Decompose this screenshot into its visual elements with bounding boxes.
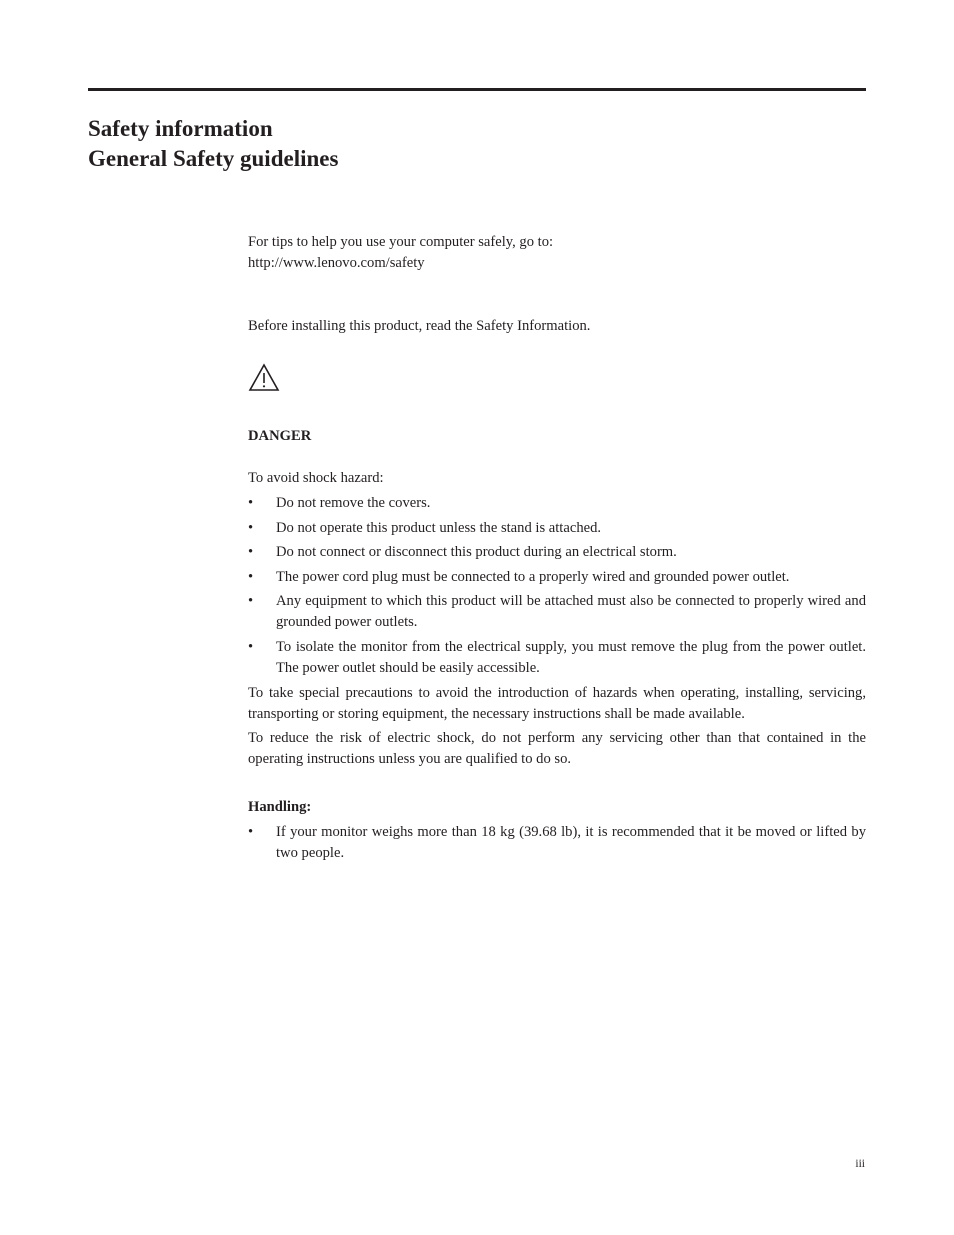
precautions-paragraph: To take special precautions to avoid the introduction of hazards when operating, installing, servicing, transporting or storing equipment, the necessary instructions shall be made available. xyxy=(248,684,866,722)
list-item-text: The power cord plug must be connected to a properly wired and grounded power outlet. xyxy=(276,568,790,585)
bullet-glyph: • xyxy=(248,593,254,610)
list-item xyxy=(248,493,866,514)
reduce-risk-paragraph: To reduce the risk of electric shock, do not perform any servicing other than that contained in the operating instructions unless you are qualified to do so. xyxy=(248,729,866,767)
list-item xyxy=(248,591,866,633)
safety-link[interactable]: http://www.lenovo.com/safety xyxy=(248,255,425,271)
danger-label: DANGER xyxy=(248,428,312,444)
handling-label: Handling: xyxy=(248,798,312,815)
page-number: iii xyxy=(855,1158,865,1170)
handling-bullet-list xyxy=(248,822,866,864)
page-title xyxy=(88,114,338,174)
list-item xyxy=(248,637,866,679)
list-item-text: Do not remove the covers. xyxy=(276,495,431,511)
title-safety-information: Safety information xyxy=(88,116,273,141)
list-item-text: Any equipment to which this product will be attached must also be connected to properly wired and grounded power outlets. xyxy=(276,593,866,631)
bullet-glyph: • xyxy=(248,544,254,561)
top-rule xyxy=(88,88,866,91)
bullet-glyph: • xyxy=(248,519,254,536)
list-item xyxy=(248,822,866,864)
list-item xyxy=(248,518,866,539)
list-item-text: Do not connect or disconnect this product during an electrical storm. xyxy=(276,544,677,561)
bullet-glyph: • xyxy=(248,638,254,655)
shock-bullet-list xyxy=(248,493,866,679)
list-item-text: To isolate the monitor from the electrical supply, you must remove the plug from the power outlet. The power outlet should be easily accessible. xyxy=(276,638,866,676)
list-item xyxy=(248,542,866,563)
warning-triangle-icon xyxy=(248,363,280,393)
bullet-glyph: • xyxy=(248,568,254,585)
list-item-text: If your monitor weighs more than 18 kg (39.68 lb), it is recommended that it be moved or lifted by two people. xyxy=(276,823,866,861)
list-item xyxy=(248,567,866,588)
title-general-safety-guidelines: General Safety guidelines xyxy=(88,146,339,171)
list-item-text: Do not operate this product unless the stand is attached. xyxy=(276,519,602,536)
before-install-text: Before installing this product, read the Safety Information. xyxy=(248,318,591,334)
bullet-glyph: • xyxy=(248,823,254,840)
shock-intro: To avoid shock hazard: xyxy=(248,470,384,486)
main-content xyxy=(248,232,866,867)
tips-text: For tips to help you use your computer safely, go to: xyxy=(248,234,554,250)
bullet-glyph: • xyxy=(248,495,254,511)
